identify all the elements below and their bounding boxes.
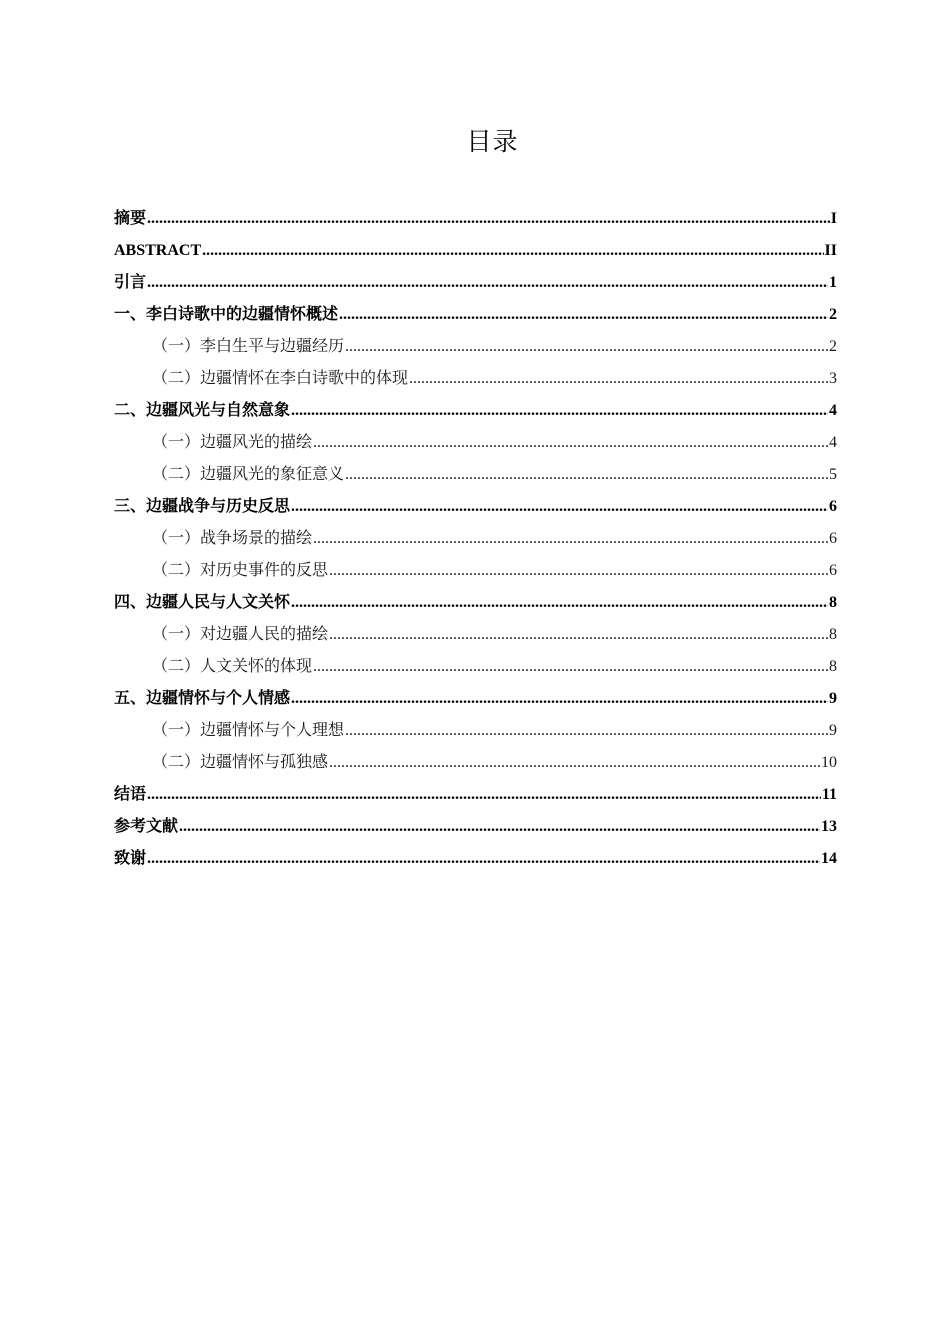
- toc-entry-section-5-2[interactable]: [114, 747, 837, 779]
- dot-leader: [291, 587, 828, 619]
- toc-entry-chapter-4[interactable]: [114, 587, 837, 619]
- dot-leader: [291, 491, 828, 523]
- toc-entry-section-5-1[interactable]: [114, 715, 837, 747]
- toc-entry-label: 三、边疆战争与历史反思: [114, 498, 291, 515]
- toc-entry-label: 引言: [114, 274, 147, 291]
- toc-entry-label: （二）对历史事件的反思: [152, 562, 329, 579]
- toc-entry-page: 6: [829, 562, 837, 579]
- toc-entry-label: （二）人文关怀的体现: [152, 658, 313, 675]
- toc-entry-section-4-2[interactable]: [114, 651, 837, 683]
- toc-entry-page: 4: [829, 434, 837, 451]
- toc-entry-page: 8: [829, 594, 837, 611]
- toc-entry-acknowledgements[interactable]: [114, 843, 837, 875]
- toc-entry-page: 5: [829, 466, 837, 483]
- toc-entry-label: 四、边疆人民与人文关怀: [114, 594, 291, 611]
- toc-entry-section-3-1[interactable]: [114, 523, 837, 555]
- dot-leader: [345, 331, 828, 363]
- toc-entry-section-2-1[interactable]: [114, 427, 837, 459]
- toc-entry-label: （一）对边疆人民的描绘: [152, 626, 329, 643]
- toc-entry-label: 参考文献: [114, 818, 179, 835]
- dot-leader: [313, 651, 828, 683]
- toc-entry-label: 一、李白诗歌中的边疆情怀概述: [114, 306, 339, 323]
- toc-entry-chapter-1[interactable]: [114, 299, 837, 331]
- toc-entry-page: I: [830, 210, 837, 227]
- toc-entry-label: （一）李白生平与边疆经历: [152, 338, 345, 355]
- toc-entry-page: 1: [829, 274, 837, 291]
- toc-entry-chapter-3[interactable]: [114, 491, 837, 523]
- toc-entry-section-1-2[interactable]: [114, 363, 837, 395]
- toc-entry-page: 9: [829, 690, 837, 707]
- toc-entry-page: 8: [829, 658, 837, 675]
- dot-leader: [345, 459, 828, 491]
- toc-entry-abstract-cn[interactable]: [114, 203, 837, 235]
- dot-leader: [179, 811, 820, 843]
- toc-entry-label: （二）边疆情怀与孤独感: [152, 754, 329, 771]
- toc-entry-page: 14: [821, 850, 837, 867]
- toc-entry-label: （一）边疆情怀与个人理想: [152, 722, 345, 739]
- dot-leader: [147, 203, 830, 235]
- toc-entry-page: 2: [829, 338, 837, 355]
- toc-entry-page: 3: [829, 370, 837, 387]
- dot-leader: [147, 267, 828, 299]
- toc-entry-page: 9: [829, 722, 837, 739]
- toc-entry-page: 10: [821, 754, 837, 771]
- dot-leader: [409, 363, 828, 395]
- toc-entry-label: 五、边疆情怀与个人情感: [114, 690, 291, 707]
- dot-leader: [345, 715, 828, 747]
- toc-entry-label: 二、边疆风光与自然意象: [114, 402, 291, 419]
- dot-leader: [291, 395, 828, 427]
- toc-entry-section-4-1[interactable]: [114, 619, 837, 651]
- toc-entry-label: ABSTRACT: [114, 242, 202, 259]
- toc-entry-label: （一）战争场景的描绘: [152, 530, 313, 547]
- toc-entry-page: 11: [821, 786, 837, 803]
- dot-leader: [329, 555, 828, 587]
- dot-leader: [313, 427, 828, 459]
- dot-leader: [147, 843, 820, 875]
- page-title: 目录: [466, 127, 519, 156]
- toc-entry-chapter-2[interactable]: [114, 395, 837, 427]
- toc-entry-label: （二）边疆风光的象征意义: [152, 466, 345, 483]
- toc-entry-label: 结语: [114, 786, 147, 803]
- toc-entry-section-1-1[interactable]: [114, 331, 837, 363]
- toc-entry-conclusion[interactable]: [114, 779, 837, 811]
- dot-leader: [313, 523, 828, 555]
- toc-entry-page: 2: [829, 306, 837, 323]
- toc-entry-label: （一）边疆风光的描绘: [152, 434, 313, 451]
- toc-entry-section-3-2[interactable]: [114, 555, 837, 587]
- toc-entry-section-2-2[interactable]: [114, 459, 837, 491]
- toc-entry-label: （二）边疆情怀在李白诗歌中的体现: [152, 370, 409, 387]
- dot-leader: [291, 683, 828, 715]
- toc-entry-page: 6: [829, 498, 837, 515]
- toc-entry-page: 13: [821, 818, 837, 835]
- toc-entry-label: 摘要: [114, 210, 147, 227]
- toc-entry-references[interactable]: [114, 811, 837, 843]
- table-of-contents: [114, 203, 837, 875]
- dot-leader: [329, 619, 828, 651]
- toc-entry-page: 4: [829, 402, 837, 419]
- toc-entry-page: 8: [829, 626, 837, 643]
- dot-leader: [147, 779, 821, 811]
- toc-entry-page: II: [824, 242, 837, 259]
- toc-entry-abstract-en[interactable]: [114, 235, 837, 267]
- toc-entry-page: 6: [829, 530, 837, 547]
- dot-leader: [202, 235, 823, 267]
- dot-leader: [329, 747, 820, 779]
- dot-leader: [339, 299, 828, 331]
- toc-entry-introduction[interactable]: [114, 267, 837, 299]
- toc-entry-chapter-5[interactable]: [114, 683, 837, 715]
- toc-entry-label: 致谢: [114, 850, 147, 867]
